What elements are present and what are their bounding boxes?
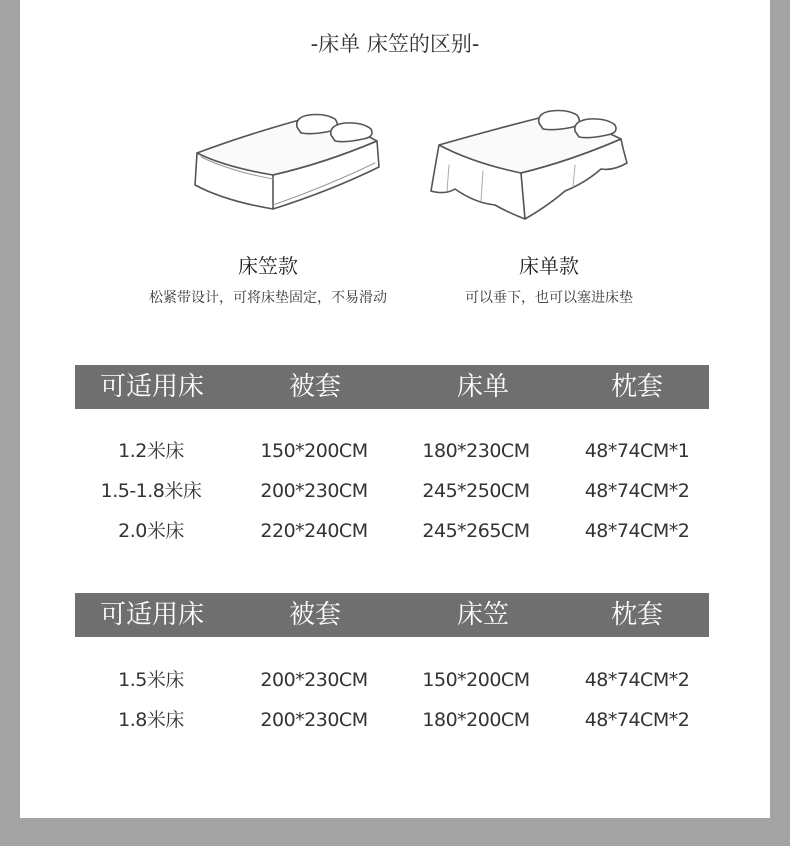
- table-row: [0, 431, 790, 471]
- table-cell: 1.5米床: [118, 669, 184, 691]
- header-duvet-cover: 被套: [288, 600, 342, 630]
- header-duvet-cover: 被套: [288, 372, 342, 402]
- table-cell: 200*230CM: [260, 669, 368, 691]
- table-cell: 48*74CM*2: [584, 480, 690, 502]
- header-pillowcase: 枕套: [610, 372, 664, 402]
- size-table-1-header: [75, 365, 709, 409]
- table-cell: 1.2米床: [118, 440, 184, 462]
- table-cell: 48*74CM*2: [584, 520, 690, 542]
- flat-sheet-title: 床单款: [519, 254, 579, 278]
- table-cell: 180*200CM: [422, 709, 530, 731]
- table-cell: 150*200CM: [260, 440, 368, 462]
- header-bed-size: 可适用床: [99, 372, 205, 402]
- header-pillowcase: 枕套: [610, 600, 664, 630]
- flat-sheet-description: 可以垂下，也可以塞进床垫: [465, 290, 633, 306]
- table-cell: 1.5-1.8米床: [100, 480, 202, 502]
- header-bed-size: 可适用床: [99, 600, 205, 630]
- table-row: [0, 471, 790, 511]
- table-cell: 48*74CM*2: [584, 669, 690, 691]
- table-row: [0, 660, 790, 700]
- table-cell: 48*74CM*1: [584, 440, 690, 462]
- table-row: [0, 511, 790, 551]
- header-flat-sheet: 床单: [456, 372, 510, 402]
- table-cell: 150*200CM: [422, 669, 530, 691]
- header-fitted-sheet: 床笠: [456, 600, 510, 630]
- table-cell: 180*230CM: [422, 440, 530, 462]
- table-row: [0, 700, 790, 740]
- size-table-2-header: [75, 593, 709, 637]
- fitted-sheet-title: 床笠款: [238, 254, 298, 278]
- table-cell: 48*74CM*2: [584, 709, 690, 731]
- table-cell: 245*250CM: [422, 480, 530, 502]
- table-cell: 1.8米床: [118, 709, 184, 731]
- table-cell: 200*230CM: [260, 480, 368, 502]
- table-cell: 200*230CM: [260, 709, 368, 731]
- fitted-sheet-bed-illustration: [185, 105, 395, 220]
- fitted-sheet-description: 松紧带设计，可将床垫固定，不易滑动: [149, 290, 387, 306]
- table-cell: 2.0米床: [118, 520, 184, 542]
- flat-sheet-bed-illustration: [425, 105, 635, 225]
- page-title: -床单 床笠的区别-: [310, 32, 480, 56]
- table-cell: 220*240CM: [260, 520, 368, 542]
- table-cell: 245*265CM: [422, 520, 530, 542]
